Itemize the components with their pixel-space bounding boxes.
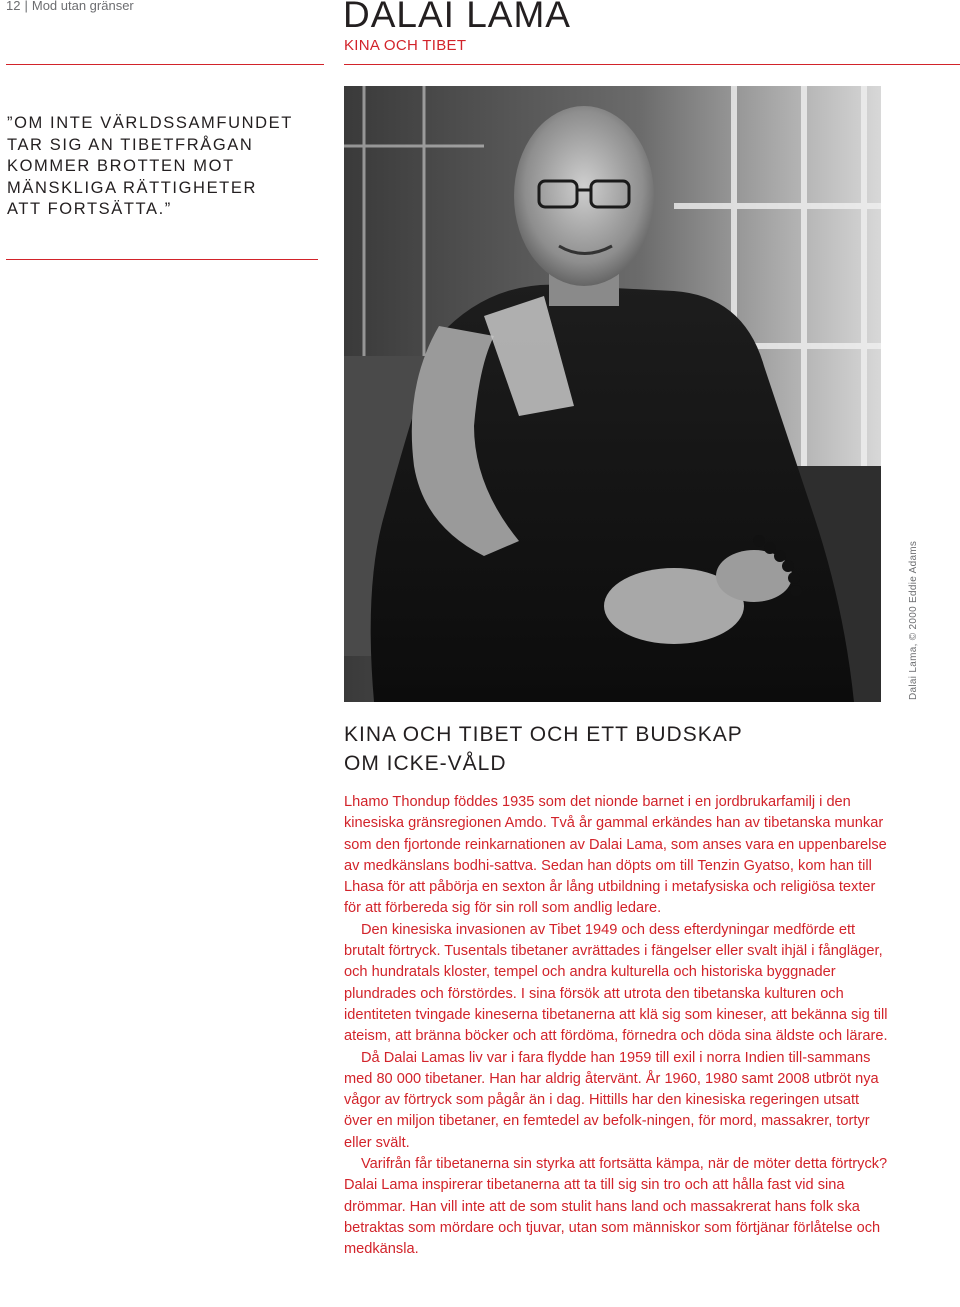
article-heading (344, 720, 904, 778)
portrait-photo (344, 86, 881, 702)
pull-quote: ”OM INTE VÄRLDSSAMFUNDET TAR SIG AN TIBETFRÅGAN KOMMER BROTTEN MOT MÄNSKLIGA RÄTTIGHETER ATT FORTSÄTTA.” (7, 114, 293, 218)
divider-top-right (344, 64, 960, 65)
paragraph: Varifrån får tibetanerna sin styrka att fortsätta kämpa, när de möter detta förtryck? Dalai Lama inspirerar tibetanerna att ta till sig sin tro och att hålla fast vid sina drömmar. Han vill inte att de som stulit hans land och massakrerat hans folk ska betraktas som mördare och tjuvar, utan som människor som förtjänar förlåtelse och medkänsla. (344, 1156, 888, 1258)
divider-top-left (6, 64, 324, 65)
heading-line-2: OM ICKE-VÅLD (344, 752, 507, 775)
divider-quote (6, 259, 318, 260)
publication-name: Mod utan gränser (31, 0, 134, 13)
page-number: 12 (6, 0, 21, 13)
paragraph: Den kinesiska invasionen av Tibet 1949 och dess efterdyningar medförde ett brutalt förtryck. Tusentals tibetaner avrättades i fängelser eller svalt ihjäl i fångläger, och hundratals kloster, tempel och andra kulturella och historiska byggnader plundrades och förstördes. I sina försök att utrota den tibetanska kulturen och identiteten tvingade kineserna tibetanerna att klä sig som kineser, att bekänna sig till ateism, att bränna böcker och att fördöma, förnedra och döda sina äldste och lärare. (344, 921, 888, 1045)
header-separator: | (24, 0, 28, 13)
photo-credit: Dalai Lama, © 2000 Eddie Adams (908, 540, 919, 700)
paragraph: Lhamo Thondup föddes 1935 som det nionde barnet i en jordbrukarfamilj i den kinesiska gränsregionen Amdo. Två år gammal erkändes han av tibetanska munkar som den fjortonde reinkarnationen av Dalai Lama, som anses vara en uppenbarelse av medkänslans bodhi-sattva. Sedan han döpts om till Tenzin Gyatso, kom han till Lhasa för att påbörja en sexton år lång utbildning i metafysiska och religiösa texter för att förbereda sig för sin roll som andlig ledare. (344, 794, 887, 917)
page-title: DALAI LAMA (343, 0, 571, 35)
article-body (344, 792, 889, 1261)
page-subtitle: KINA OCH TIBET (344, 37, 467, 54)
heading-line-1: KINA OCH TIBET OCH ETT BUDSKAP (344, 723, 743, 746)
page-header (6, 0, 134, 13)
paragraph: Då Dalai Lamas liv var i fara flydde han 1959 till exil i norra Indien till-sammans med 80 000 tibetaner. Han har aldrig återvänt. År 1960, 1980 samt 2008 utbröt nya vågor av förtryck som pågår än i dag. Hittills har den kinesiska regeringen utsatt över en miljon tibetaner, en femtedel av befolk-ningen, för mord, massakrer, tortyr eller svält. (344, 1049, 879, 1151)
